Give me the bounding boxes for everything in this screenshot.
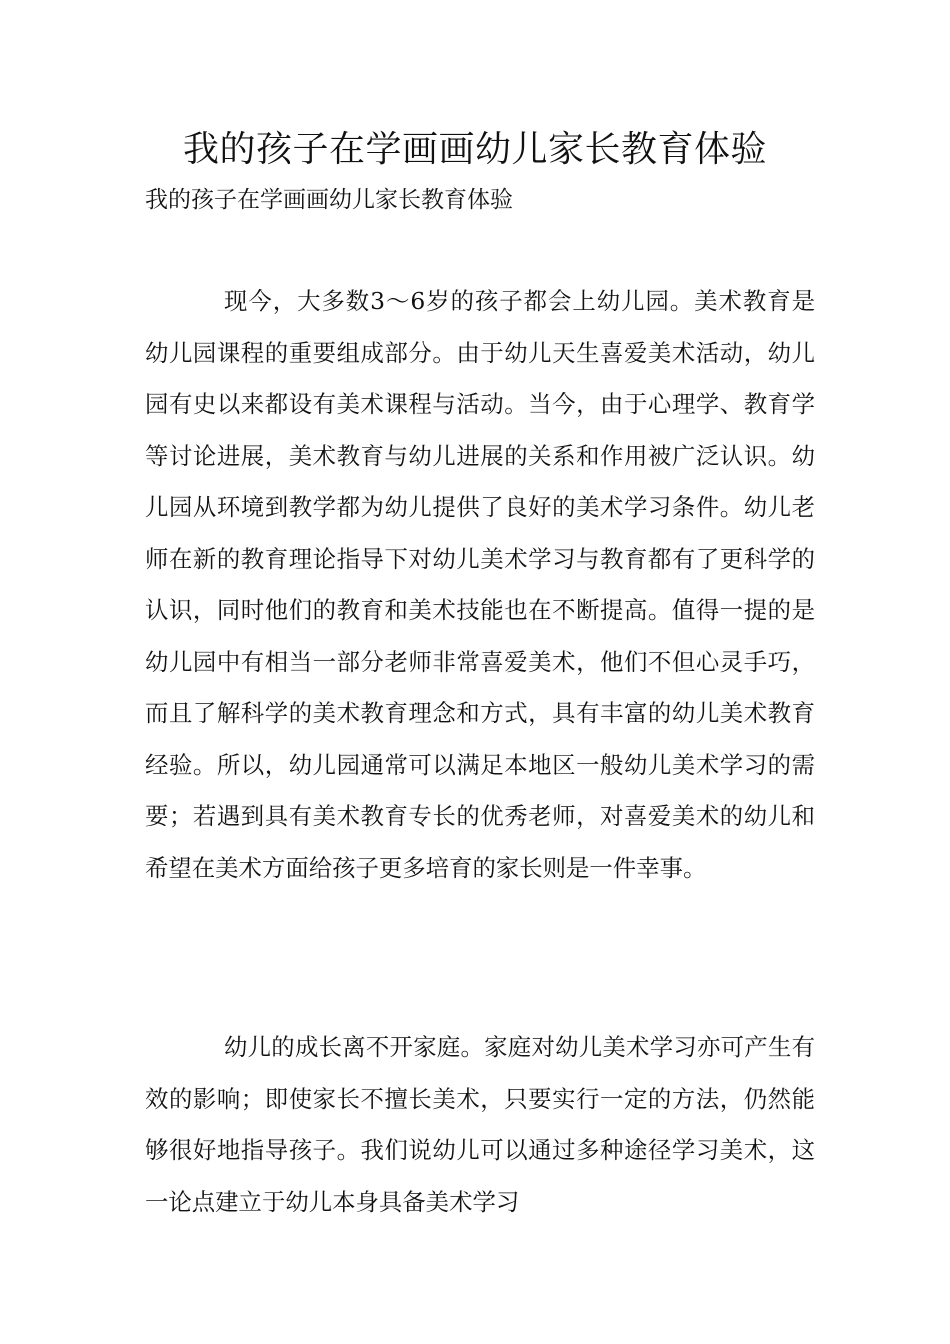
paragraph-1: 现今，大多数3～6岁的孩子都会上幼儿园。美术教育是幼儿园课程的重要组成部分。由于幼儿天生喜爱美术活动，幼儿园有史以来都设有美术课程与活动。当今，由于心理学、教育学等讨论进展，美术教育与幼儿进展的关系和作用被广泛认识。幼儿园从环境到教学都为幼儿提供了良好的美术学习条件。幼儿老师在新的教育理论指导下对幼儿美术学习与教育都有了更科学的认识，同时他们的教育和美术技能也在不断提高。值得一提的是幼儿园中有相当一部分老师非常喜爱美术，他们不但心灵手巧，而且了解科学的美术教育理念和方式，具有丰富的幼儿美术教育经验。所以，幼儿园通常可以满足本地区一般幼儿美术学习的需要；若遇到具有美术教育专长的优秀老师，对喜爱美术的幼儿和希望在美术方面给孩子更多培育的家长则是一件幸事。 (145, 287, 815, 882)
document-title: 我的孩子在学画画幼儿家长教育体验 (182, 129, 767, 170)
document-subtitle: 我的孩子在学画画幼儿家长教育体验 (145, 187, 513, 213)
paragraph-2: 幼儿的成长离不开家庭。家庭对幼儿美术学习亦可产生有效的影响；即使家长不擅长美术，只要实行一定的方法，仍然能够很好地指导孩子。我们说幼儿可以通过多种途径学习美术，这一论点建立于幼儿本身具备美术学习 (145, 1033, 815, 1216)
